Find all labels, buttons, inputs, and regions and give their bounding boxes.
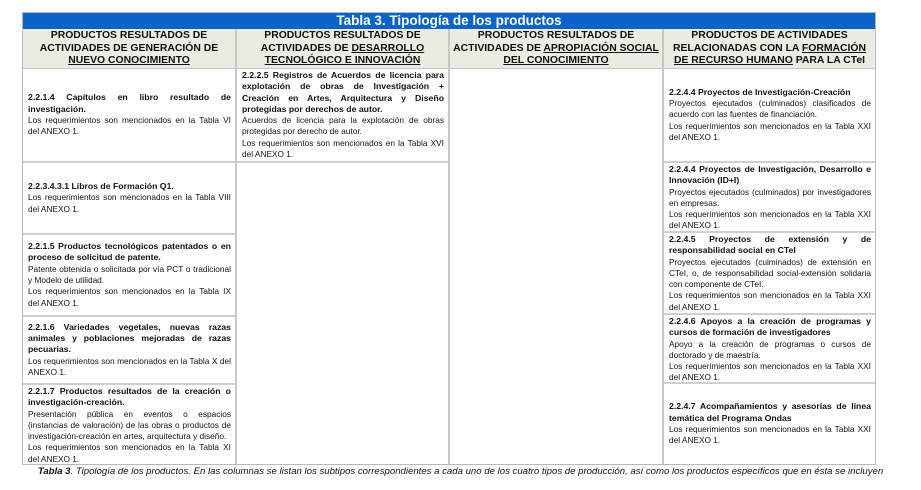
header-text: PRODUCTOS RESULTADOS DE ACTIVIDADES DE	[453, 30, 635, 54]
product-description: Proyectos ejecutados (culminados) de extensión en CTeI, o, de responsabilidad social-extensión solidaria con componente de CTeI.	[669, 256, 871, 290]
product-description: Los requerimientos son mencionados en la Tabla X del ANEXO 1.	[28, 355, 231, 377]
table-title: Tabla 3. Tipología de los productos	[23, 13, 875, 29]
product-requirements: Los requerimientos son mencionados en la Tabla XXI del ANEXO 1.	[669, 361, 871, 383]
column-nuevo-conocimiento	[23, 69, 235, 464]
product-title: 2.2.2.5 Registros de Acuerdos de licencia para explotación de obras de Investigación + Creación en Artes, Arquitectura y Diseño protegidas por derechos de autor.	[242, 70, 444, 114]
product-title: 2.2.4.7 Acompañamientos y asesorías de línea temática del Programa Ondas	[669, 401, 871, 423]
product-requirements: Los requerimientos son mencionados en la Tabla XXI del ANEXO 1.	[669, 209, 871, 231]
product-requirements: Los requerimientos son mencionados en la Tabla IX del ANEXO 1.	[28, 286, 231, 308]
header-underlined-text: FORMACIÓN DE RECURSO HUMANO	[673, 42, 866, 66]
product-description: Acuerdos de licencia para la explotación de obras protegidas por derecho de autor.	[242, 115, 444, 137]
header-text: PRODUCTOS DE ACTIVIDADES RELACIONADAS CON LA	[673, 30, 848, 54]
header-text-suffix: PARA LA CTeI	[792, 55, 866, 66]
product-requirements: Los requerimientos son mencionados en la Tabla XVI del ANEXO 1.	[242, 137, 444, 160]
column-apropiacion-social	[450, 69, 662, 464]
product-title: 2.2.3.4.3.1 Libros de Formación Q1.	[28, 181, 174, 192]
product-cell	[237, 69, 448, 163]
caption-text: . Tipología de los productos. En las columnas se listan los subtipos correspondientes a cada uno de los cuatro tipos de producción, así como los productos específicos que en ésta se incluyen	[70, 466, 884, 477]
product-cell	[23, 385, 235, 464]
header-text: PRODUCTOS RESULTADOS DE ACTIVIDADES DE	[260, 30, 421, 54]
product-cell	[664, 69, 875, 163]
table-caption	[0, 466, 921, 477]
header-underlined-text: NUEVO CONOCIMIENTO	[68, 55, 190, 66]
product-description: Presentación pública en eventos o espacios (instancias de valoración) de las obras o productos de investigación-creación en artes, arquitectura y diseño.	[28, 408, 231, 442]
header-apropiacion-social	[450, 29, 662, 68]
product-cell	[23, 235, 235, 317]
product-cell	[23, 317, 235, 385]
header-text: PRODUCTOS RESULTADOS DE ACTIVIDADES DE GENERACIÓN DE	[39, 30, 219, 54]
product-cell	[23, 163, 235, 235]
header-nuevo-conocimiento	[23, 29, 235, 68]
product-title: 2.2.1.6 Variedades vegetales, nuevas razas animales y poblaciones mejoradas de razas pecuarias.	[28, 321, 231, 355]
product-requirements: Los requerimientos son mencionados en la Tabla XI del ANEXO 1.	[28, 442, 231, 464]
product-description: Apoyo a la creación de programas o cursos de doctorado y de maestría.	[669, 338, 871, 360]
column-formacion-recurso-humano	[664, 69, 875, 464]
product-description: Los requerimientos son mencionados en la Tabla VI del ANEXO 1.	[28, 115, 231, 137]
product-title: 2.2.1.4 Capítulos en libro resultado de investigación.	[28, 92, 231, 114]
product-title: 2.2.4.6 Apoyos a la creación de programas y cursos de formación de investigadores	[669, 316, 871, 338]
product-description: Proyectos ejecutados (culminados) por investigadores en empresas.	[669, 186, 871, 208]
product-description: Los requerimientos son mencionados en la Tabla XXI del ANEXO 1.	[669, 424, 871, 446]
header-underlined-text: DESARROLLO TECNOLÓGICO E INNOVACIÓN	[264, 42, 425, 66]
product-title: 2.2.4.5 Proyectos de extensión y de responsabilidad social en CTeI	[669, 234, 871, 256]
caption-label: Tabla 3	[37, 466, 71, 477]
product-cell	[664, 233, 875, 315]
product-cell	[664, 384, 875, 464]
product-description: Los requerimientos son mencionados en la Tabla VIII del ANEXO 1.	[28, 192, 231, 214]
product-title: 2.2.4.4 Proyectos de Investigación-Creación	[669, 86, 851, 97]
header-desarrollo-tecnologico	[237, 29, 448, 68]
product-title: 2.2.1.7 Productos resultados de la creación o investigación-creación.	[28, 386, 231, 408]
column-desarrollo-tecnologico	[237, 69, 448, 464]
product-requirements: Los requerimientos son mencionados en la Tabla XXI del ANEXO 1.	[669, 120, 871, 142]
product-description: Patente obtenida o solicitada por vía PCT o tradicional y Modelo de utilidad.	[28, 263, 231, 285]
product-typology-table	[22, 12, 876, 465]
product-cell	[23, 69, 235, 163]
header-formacion-recurso-humano	[664, 29, 875, 68]
product-requirements: Los requerimientos son mencionados en la Tabla XXI del ANEXO 1.	[669, 290, 871, 312]
product-title: 2.2.4.4 Proyectos de Investigación, Desarrollo e Innovación (ID+I)	[669, 164, 871, 186]
product-description: Proyectos ejecutados (culminados) clasificados de acuerdo con las fuentes de financiación.	[669, 98, 871, 120]
product-cell	[664, 163, 875, 233]
header-underlined-text: APROPIACIÓN SOCIAL DEL CONOCIMIENTO	[503, 42, 659, 66]
product-cell	[664, 315, 875, 384]
product-title: 2.2.1.5 Productos tecnológicos patentados o en proceso de solicitud de patente.	[28, 241, 231, 263]
